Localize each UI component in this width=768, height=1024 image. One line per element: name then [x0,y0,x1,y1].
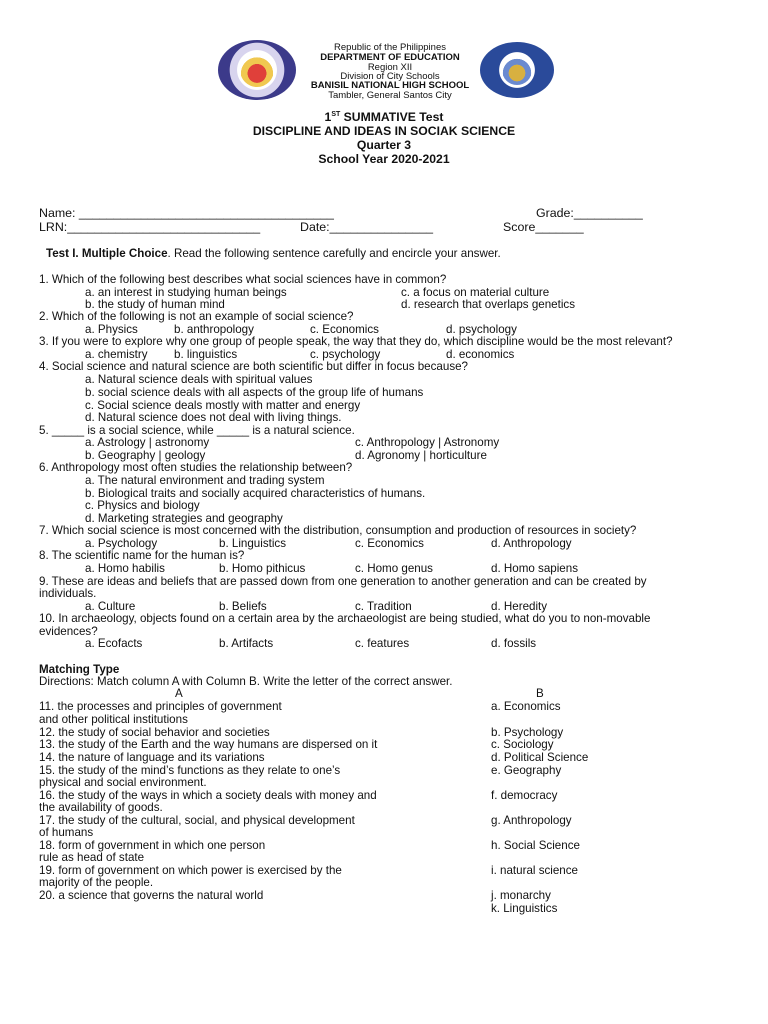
item-16-cont: the availability of goods. [39,801,163,814]
score-field[interactable]: Score_______ [503,220,584,234]
test-title: 1ST SUMMATIVE Test [324,110,444,124]
choice-3a[interactable]: a. chemistry [85,348,148,361]
choice-10d[interactable]: d. fossils [491,637,537,650]
header-region: Region XII [367,62,413,73]
option-e: e. Geography [491,764,562,777]
lrn-field[interactable]: LRN:____________________________ [39,220,261,234]
option-k: k. Linguistics [491,902,558,915]
subject-title: DISCIPLINE AND IDEAS IN SOCIAK SCIENCE [252,124,516,138]
item-18-cont: rule as head of state [39,851,145,864]
item-13: 13. the study of the Earth and the way humans are dispersed on it [39,738,378,751]
choice-7d[interactable]: d. Anthropology [491,537,572,550]
header-division: Division of City Schools [340,71,440,82]
matching-directions: Directions: Match column A with Column B. Write the letter of the correct answer. [39,675,453,688]
choice-5a[interactable]: a. Astrology | astronomy [85,436,210,449]
choice-7c[interactable]: c. Economics [355,537,424,550]
choice-8b[interactable]: b. Homo pithicus [219,562,306,575]
choice-1d[interactable]: d. research that overlaps genetics [401,298,576,311]
column-a-header: A [175,687,183,700]
header-department: DEPARTMENT OF EDUCATION [320,52,460,63]
choice-5d[interactable]: d. Agronomy | horticulture [355,449,487,462]
question-10: 10. In archaeology, objects found on a certain area by the archaeologist are being studied, what do you to non-movable [39,612,651,625]
item-11: 11. the processes and principles of government [39,700,282,713]
choice-2c[interactable]: c. Economics [310,323,379,336]
option-f: f. democracy [491,789,558,802]
choice-3c[interactable]: c. psychology [310,348,381,361]
item-19: 19. form of government on which power is exercised by the [39,864,342,877]
question-1: 1. Which of the following best describes what social sciences have in common? [39,273,447,286]
choice-10a[interactable]: a. Ecofacts [85,637,143,650]
option-b: b. Psychology [491,726,564,739]
question-7: 7. Which social science is most concerned with the distribution, consumption and production of resources in society? [39,524,637,537]
choice-7a[interactable]: a. Psychology [85,537,158,550]
name-field[interactable]: Name: _____________________________________ [39,206,334,220]
choice-2d[interactable]: d. psychology [446,323,517,336]
choice-1c[interactable]: c. a focus on material culture [401,286,550,299]
item-17-cont: of humans [39,826,94,839]
date-field[interactable]: Date:_______________ [300,220,433,234]
option-a: a. Economics [491,700,561,713]
choice-1b[interactable]: b. the study of human mind [85,298,225,311]
school-year: School Year 2020-2021 [318,152,450,166]
choice-3d[interactable]: d. economics [446,348,515,361]
item-14: 14. the nature of language and its variations [39,751,265,764]
choice-4d[interactable]: d. Natural science does not deal with living things. [85,411,342,424]
choice-10b[interactable]: b. Artifacts [219,637,274,650]
item-19-cont: majority of the people. [39,876,154,889]
choice-2a[interactable]: a. Physics [85,323,138,336]
choice-8a[interactable]: a. Homo habilis [85,562,165,575]
choice-6b[interactable]: b. Biological traits and socially acquired characteristics of humans. [85,487,426,500]
choice-5b[interactable]: b. Geography | geology [85,449,206,462]
option-j: j. monarchy [491,889,551,902]
item-12: 12. the study of social behavior and societies [39,726,270,739]
choice-9b[interactable]: b. Beliefs [219,600,267,613]
item-15-cont: physical and social environment. [39,776,207,789]
choice-6d[interactable]: d. Marketing strategies and geography [85,512,283,525]
school-seal-logo [218,40,296,100]
choice-3b[interactable]: b. linguistics [174,348,238,361]
quarter-label: Quarter 3 [356,138,412,152]
item-18: 18. form of government in which one person [39,839,266,852]
choice-4b[interactable]: b. social science deals with all aspects of the group life of humans [85,386,424,399]
question-4: 4. Social science and natural science are both scientific but differ in focus because? [39,360,469,373]
choice-2b[interactable]: b. anthropology [174,323,254,336]
question-8: 8. The scientific name for the human is? [39,549,245,562]
header-school: BANISIL NATIONAL HIGH SCHOOL [310,80,470,91]
question-9: 9. These are ideas and beliefs that are passed down from one generation to another generation and can be created by [39,575,647,588]
column-b-header: B [536,687,544,700]
choice-9c[interactable]: c. Tradition [355,600,412,613]
matching-title: Matching Type [39,663,120,676]
option-g: g. Anthropology [491,814,572,827]
item-20: 20. a science that governs the natural world [39,889,264,902]
option-i: i. natural science [491,864,578,877]
choice-9a[interactable]: a. Culture [85,600,136,613]
deped-seal-logo [480,42,554,98]
question-10-cont: evidences? [39,625,98,638]
option-h: h. Social Science [491,839,580,852]
choice-4c[interactable]: c. Social science deals mostly with matter and energy [85,399,361,412]
choice-4a[interactable]: a. Natural science deals with spiritual values [85,373,313,386]
choice-9d[interactable]: d. Heredity [491,600,548,613]
question-6: 6. Anthropology most often studies the relationship between? [39,461,353,474]
option-c: c. Sociology [491,738,554,751]
grade-field[interactable]: Grade:__________ [536,206,643,220]
question-9-cont: individuals. [39,587,97,600]
item-15: 15. the study of the mind’s functions as they relate to one’s [39,764,341,777]
choice-10c[interactable]: c. features [355,637,410,650]
choice-7b[interactable]: b. Linguistics [219,537,287,550]
item-11-cont: and other political institutions [39,713,188,726]
choice-8d[interactable]: d. Homo sapiens [491,562,578,575]
header-republic: Republic of the Philippines [334,42,446,53]
test1-heading: Test I. Multiple Choice. Read the following sentence carefully and encircle your answer. [46,247,501,260]
question-5: 5. _____ is a social science, while _____ is a natural science. [39,424,355,437]
choice-6c[interactable]: c. Physics and biology [85,499,200,512]
choice-5c[interactable]: c. Anthropology | Astronomy [355,436,500,449]
question-2: 2. Which of the following is not an example of social science? [39,310,354,323]
question-3: 3. If you were to explore why one group of people speak, the way that they do, which discipline would be the most relevant? [39,335,673,348]
item-16: 16. the study of the ways in which a society deals with money and [39,789,377,802]
choice-6a[interactable]: a. The natural environment and trading system [85,474,325,487]
choice-8c[interactable]: c. Homo genus [355,562,433,575]
option-d: d. Political Science [491,751,589,764]
item-17: 17. the study of the cultural, social, and physical development [39,814,355,827]
header-address: Tambler, General Santos City [328,90,452,101]
choice-1a[interactable]: a. an interest in studying human beings [85,286,287,299]
